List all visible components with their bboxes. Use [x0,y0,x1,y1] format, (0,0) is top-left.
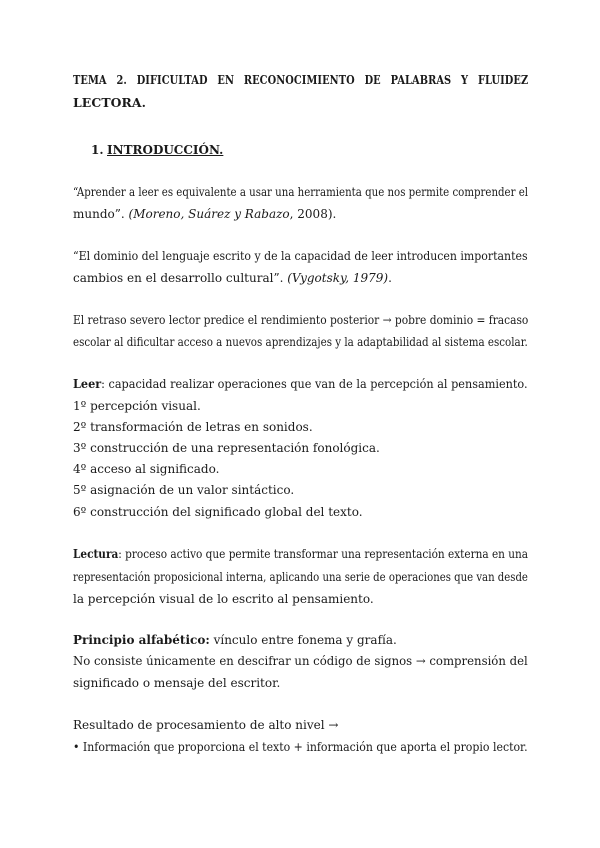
retraso-line-1: El retraso severo lector predice el rendimiento posterior → pobre dominio = fracaso [73,313,529,327]
principio-term: Principio alfabético: [73,633,210,647]
leer-step: 2º transformación de letras en sonidos. [73,420,313,434]
quote1-year: , 2008). [289,207,337,221]
resultado-line-1: Resultado de procesamiento de alto nivel → [73,718,339,732]
quote2-line-2 [73,270,392,286]
resultado-bullet: • Información que proporciona el texto + información que aporta el propio lector. [73,740,528,754]
leer-step: 6º construcción del significado global del texto. [73,505,363,519]
principio-line-1 [73,632,397,648]
leer-definition [73,376,528,392]
lectura-text: : proceso activo que permite transformar una representación externa en una [118,547,529,561]
leer-step: 1º percepción visual. [73,399,201,413]
quote2-line-1: “El dominio del lenguaje escrito y de la capacidad de leer introducen importantes [73,249,528,263]
principio-line-3: significado o mensaje del escritor. [73,676,281,690]
quote2-end: . [388,271,392,285]
quote2-citation: (Vygotsky, 1979) [287,271,389,285]
quote1-text: mundo”. [73,207,129,221]
quote1-line-1: “Aprender a leer es equivalente a usar una herramienta que nos permite comprender el [73,185,529,199]
document-title-line-2: LECTORA. [73,95,147,110]
lectura-line-2: representación proposicional interna, aplicando una serie de operaciones que van desde [73,570,528,584]
section-number: 1. [91,143,104,157]
retraso-line-2: escolar al dificultar acceso a nuevos aprendizajes y la adaptabilidad al sistema escolar. [73,335,528,349]
principio-line-2: No consiste únicamente en descifrar un código de signos → comprensión del [73,654,528,668]
section-heading [91,142,223,158]
quote2-text: cambios en el desarrollo cultural”. [73,271,288,285]
leer-definition-text: : capacidad realizar operaciones que van de la percepción al pensamiento. [101,377,528,391]
principio-text: vínculo entre fonema y grafía. [209,633,397,647]
lectura-line-1 [73,546,528,562]
quote1-line-2 [73,206,336,222]
lectura-line-3: la percepción visual de lo escrito al pensamiento. [73,592,374,606]
leer-term: Leer [73,377,102,391]
leer-step: 5º asignación de un valor sintáctico. [73,483,295,497]
quote1-citation: (Moreno, Suárez y Rabazo [128,207,290,221]
leer-step: 3º construcción de una representación fonológica. [73,441,380,455]
document-title-line-1: TEMA 2. DIFICULTAD EN RECONOCIMIENTO DE PALABRAS Y FLUIDEZ [73,72,529,87]
section-label: INTRODUCCIÓN. [107,143,224,157]
lectura-term: Lectura [73,547,119,561]
leer-step: 4º acceso al significado. [73,462,220,476]
